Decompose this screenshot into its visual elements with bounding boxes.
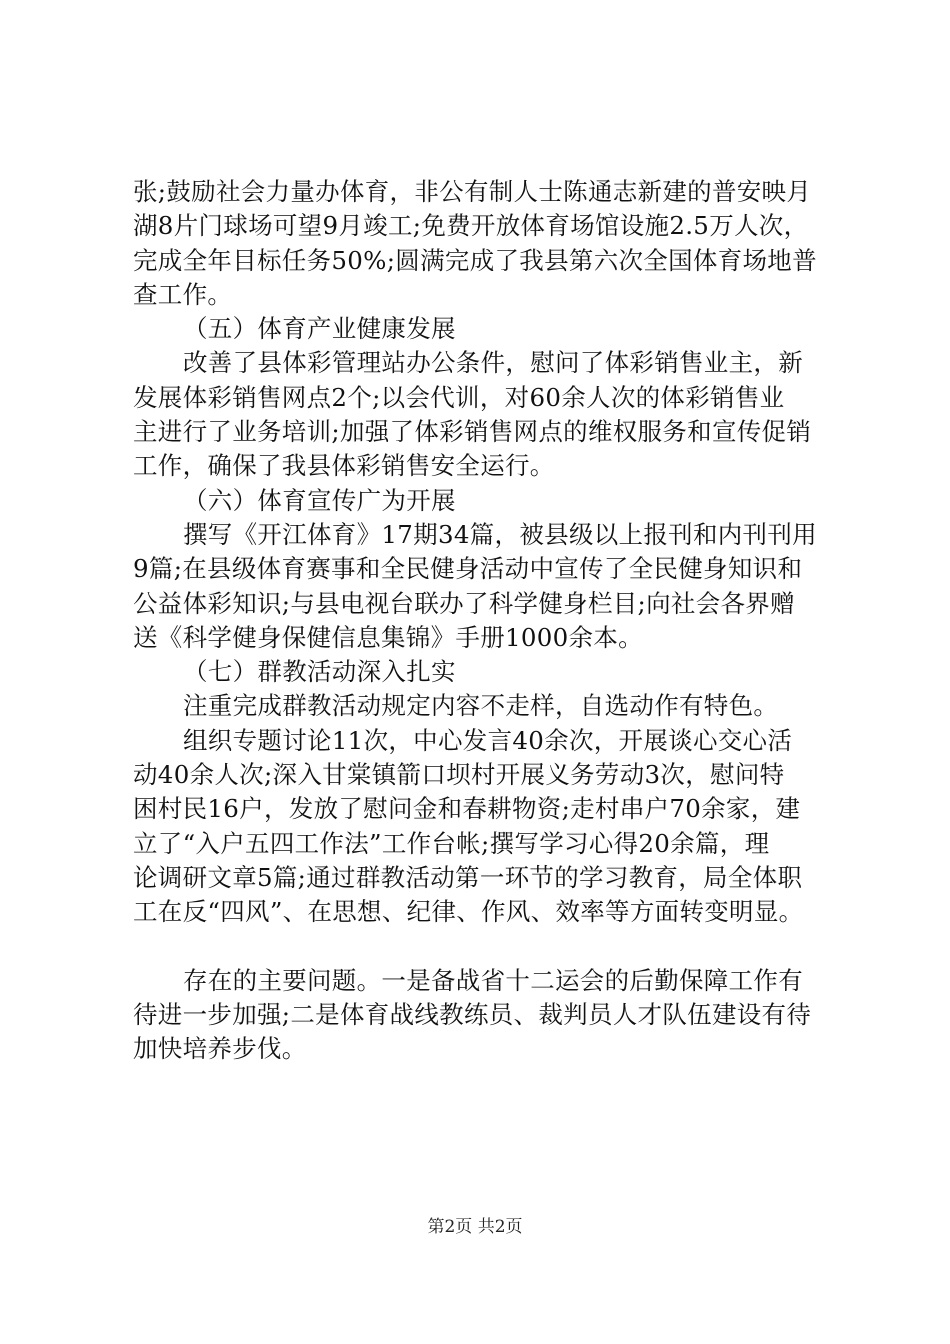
text-line: 工在反“四风”、在思想、纪律、作风、效率等方面转变明显。 <box>133 897 804 927</box>
document-body <box>133 175 833 1067</box>
text-line: 加快培养步伐。 <box>133 1034 307 1064</box>
text-line: 组织专题讨论11次，中心发言40余次，开展谈心交心活 <box>183 725 793 755</box>
text-line: 困村民16户，发放了慰问金和春耕物资;走村串户70余家，建 <box>133 794 801 824</box>
text-line: 公益体彩知识;与县电视台联办了科学健身栏目;向社会各界赠 <box>133 588 795 618</box>
text-line: 查工作。 <box>133 279 233 309</box>
section-heading-6: （六）体育宣传广为开展 <box>183 485 456 515</box>
text-line: 存在的主要问题。一是备战省十二运会的后勤保障工作有 <box>183 965 803 995</box>
text-line: 注重完成群教活动规定内容不走样，自选动作有特色。 <box>183 691 779 721</box>
text-line: 主进行了业务培训;加强了体彩销售网点的维权服务和宣传促销 <box>133 417 812 447</box>
text-line: 立了“入户五四工作法”工作台帐;撰写学习心得20余篇，理 <box>133 828 770 858</box>
paragraph-gap <box>133 930 833 964</box>
page-footer: 第2页 共2页 <box>427 1217 523 1237</box>
text-line: 发展体彩销售网点2个;以会代训，对60余人次的体彩销售业 <box>133 382 785 412</box>
text-line: 动40余人次;深入甘棠镇箭口坝村开展义务劳动3次，慰问特 <box>133 760 785 790</box>
text-line: 完成全年目标任务50%;圆满完成了我县第六次全国体育场地普 <box>133 245 817 275</box>
text-line: 待进一步加强;二是体育战线教练员、裁判员人才队伍建设有待 <box>133 1000 812 1030</box>
section-heading-7: （七）群教活动深入扎实 <box>183 657 456 687</box>
text-line: 9篇;在县级体育赛事和全民健身活动中宣传了全民健身知识和 <box>133 554 803 584</box>
text-line: 工作，确保了我县体彩销售安全运行。 <box>133 451 555 481</box>
text-line: 湖8片门球场可望9月竣工;免费开放体育场馆设施2.5万人次， <box>133 211 809 241</box>
text-line: 论调研文章5篇;通过群教活动第一环节的学习教育，局全体职 <box>133 862 803 892</box>
section-heading-5: （五）体育产业健康发展 <box>183 314 456 344</box>
text-line: 送《科学健身保健信息集锦》手册1000余本。 <box>133 622 643 652</box>
text-line: 撰写《开江体育》17期34篇，被县级以上报刊和内刊刊用 <box>183 519 817 549</box>
text-line: 改善了县体彩管理站办公条件，慰问了体彩销售业主，新 <box>183 348 803 378</box>
text-line: 张;鼓励社会力量办体育，非公有制人士陈通志新建的普安映月 <box>133 177 812 206</box>
